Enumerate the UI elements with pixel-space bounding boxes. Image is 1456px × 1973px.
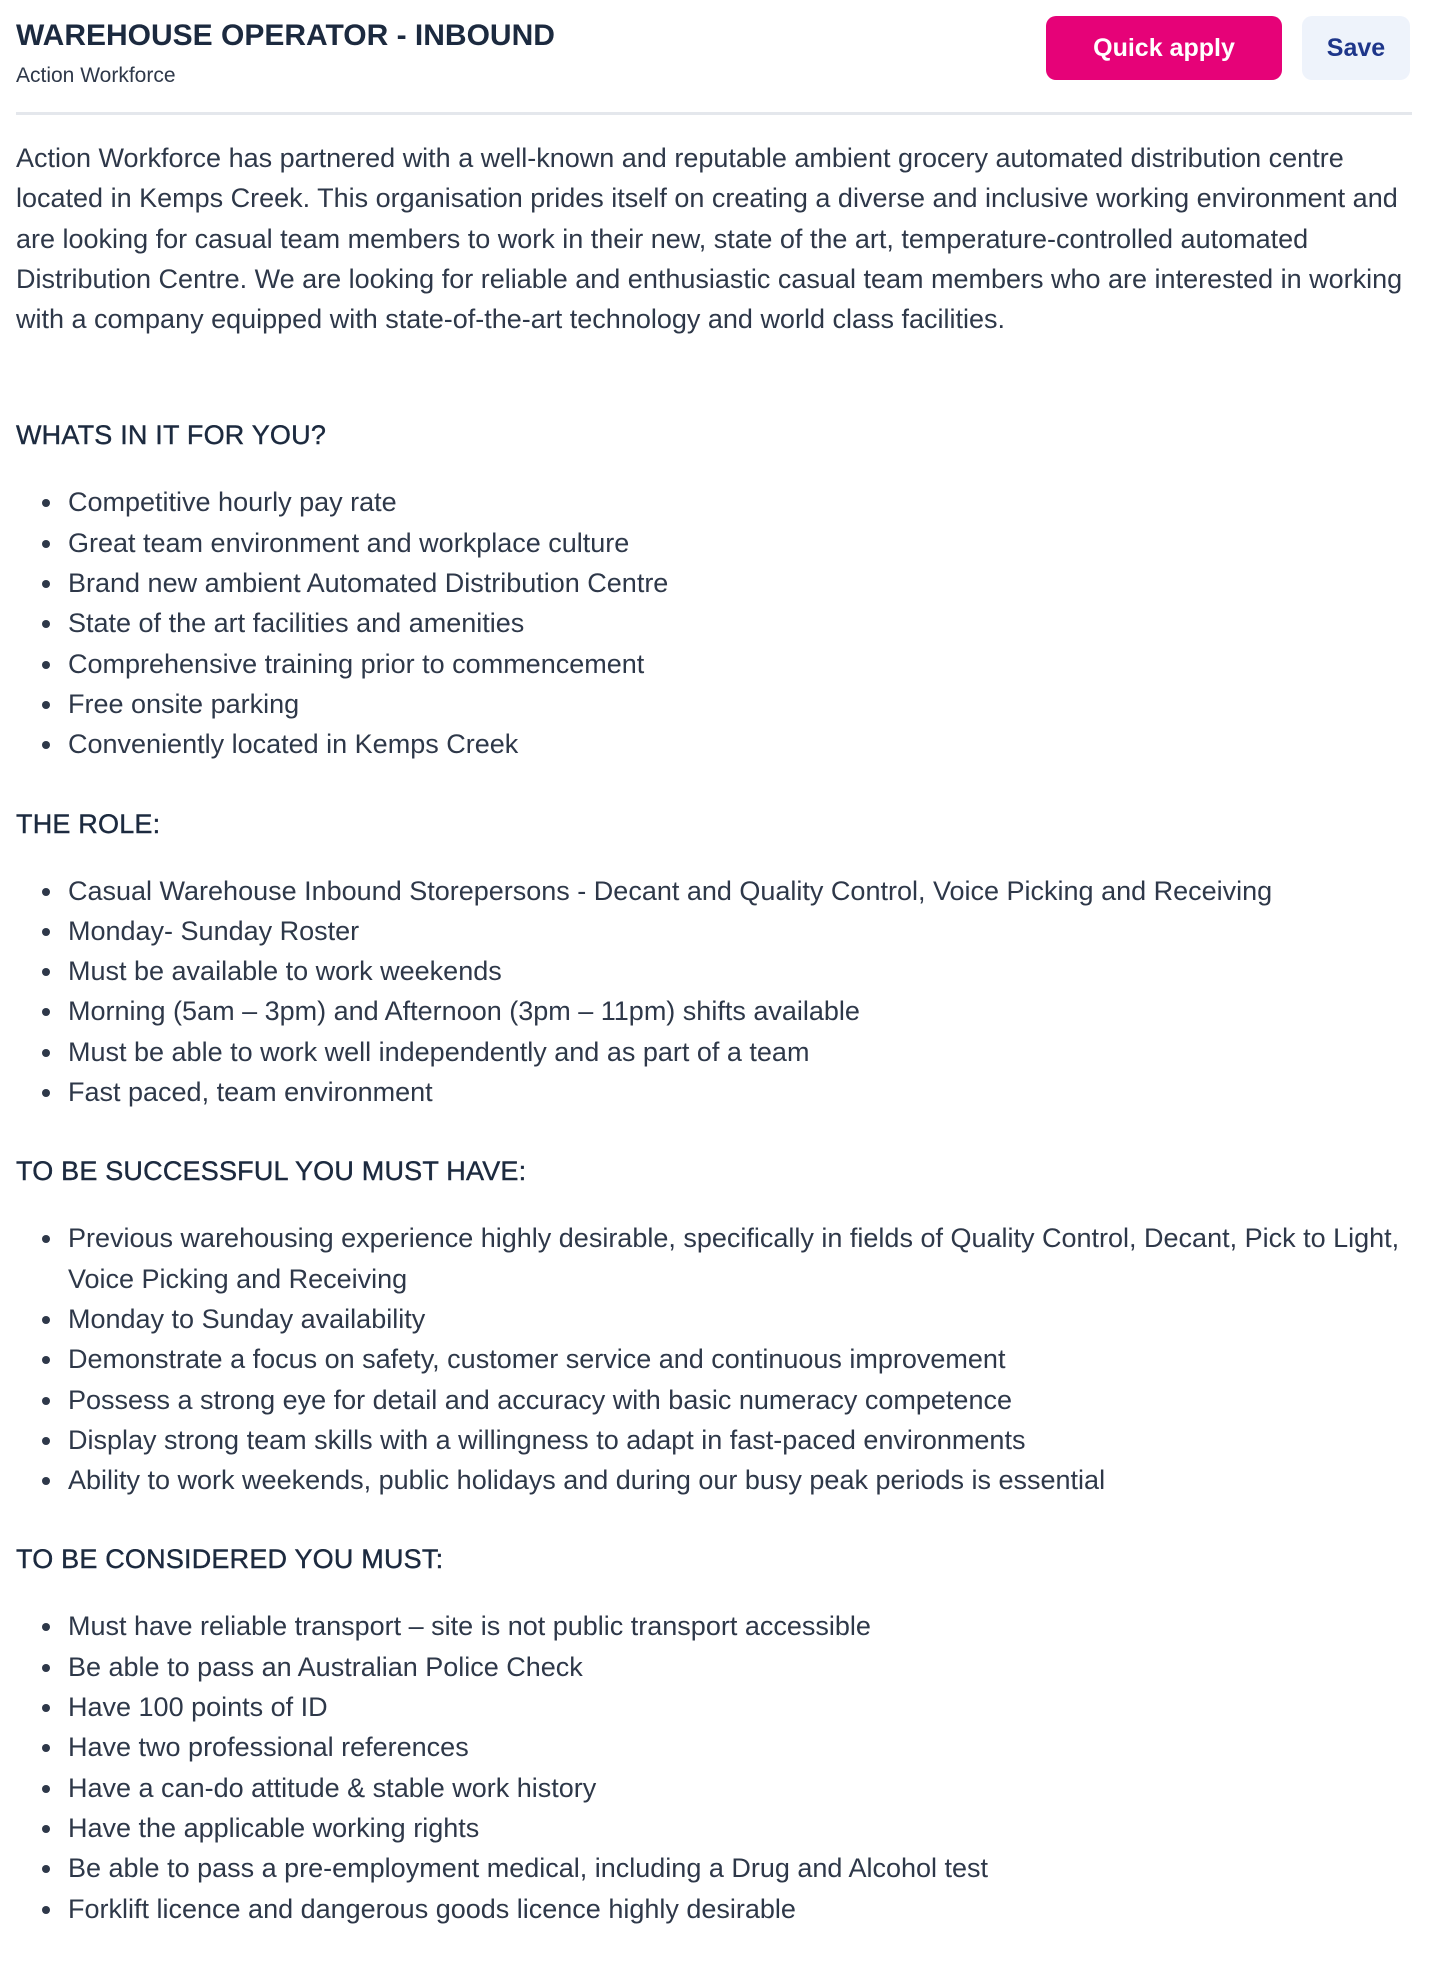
list-item: Previous warehousing experience highly desirable, specifically in fields of Quality Control, Decant, Pick to Light, Voice Picking and Receiving [16, 1218, 1416, 1299]
list-item: Be able to pass an Australian Police Check [16, 1647, 1416, 1687]
requirements-list [16, 1218, 1416, 1500]
list-item: Conveniently located in Kemps Creek [16, 724, 1416, 764]
list-item: Morning (5am – 3pm) and Afternoon (3pm – 11pm) shifts available [16, 991, 1416, 1031]
list-item: Be able to pass a pre-employment medical, including a Drug and Alcohol test [16, 1848, 1416, 1888]
list-item: Possess a strong eye for detail and accuracy with basic numeracy competence [16, 1380, 1416, 1420]
list-item: Must have reliable transport – site is not public transport accessible [16, 1606, 1416, 1646]
intro-paragraph: Action Workforce has partnered with a well-known and reputable ambient grocery automated distribution centre located in Kemps Creek. This organisation prides itself on creating a diverse and inclusive working environment and are looking for casual team members to work in their new, state of the art, temperature-controlled automated Distribution Centre. We are looking for reliable and enthusiastic casual team members who are interested in working with a company equipped with state-of-the-art technology and world class facilities. [16, 143, 1403, 335]
list-item: Demonstrate a focus on safety, customer service and continuous improvement [16, 1339, 1416, 1379]
list-item: Ability to work weekends, public holidays and during our busy peak periods is essential [16, 1460, 1416, 1500]
role-list [16, 871, 1416, 1113]
list-item: Must be available to work weekends [16, 951, 1416, 991]
section-heading-requirements: TO BE SUCCESSFUL YOU MUST HAVE: [16, 1156, 527, 1187]
list-item: Have the applicable working rights [16, 1808, 1416, 1848]
list-item: Comprehensive training prior to commencement [16, 644, 1416, 684]
quick-apply-button[interactable]: Quick apply [1046, 16, 1282, 80]
company-name[interactable]: Action Workforce [16, 64, 176, 87]
list-item: Have two professional references [16, 1727, 1416, 1767]
list-item: Great team environment and workplace culture [16, 523, 1416, 563]
section-heading-role: THE ROLE: [16, 808, 161, 839]
list-item: Display strong team skills with a willingness to adapt in fast-paced environments [16, 1420, 1416, 1460]
list-item: State of the art facilities and amenities [16, 603, 1416, 643]
list-item: Monday- Sunday Roster [16, 911, 1416, 951]
section-heading-benefits: WHATS IN IT FOR YOU? [16, 420, 327, 451]
list-item: Monday to Sunday availability [16, 1299, 1416, 1339]
list-item: Have a can-do attitude & stable work history [16, 1768, 1416, 1808]
job-header [16, 0, 1412, 115]
section-heading-considered: TO BE CONSIDERED YOU MUST: [16, 1544, 444, 1575]
considered-list [16, 1606, 1416, 1928]
save-button[interactable]: Save [1302, 16, 1410, 80]
list-item: Forklift licence and dangerous goods licence highly desirable [16, 1889, 1416, 1929]
benefits-list [16, 482, 1416, 764]
list-item: Brand new ambient Automated Distribution Centre [16, 563, 1416, 603]
list-item: Competitive hourly pay rate [16, 482, 1416, 522]
list-item: Must be able to work well independently and as part of a team [16, 1032, 1416, 1072]
list-item: Casual Warehouse Inbound Storepersons - Decant and Quality Control, Voice Picking and Receiving [16, 871, 1416, 911]
list-item: Free onsite parking [16, 684, 1416, 724]
job-title: WAREHOUSE OPERATOR - INBOUND [16, 19, 555, 52]
list-item: Have 100 points of ID [16, 1687, 1416, 1727]
list-item: Fast paced, team environment [16, 1072, 1416, 1112]
job-description [16, 138, 1416, 1929]
